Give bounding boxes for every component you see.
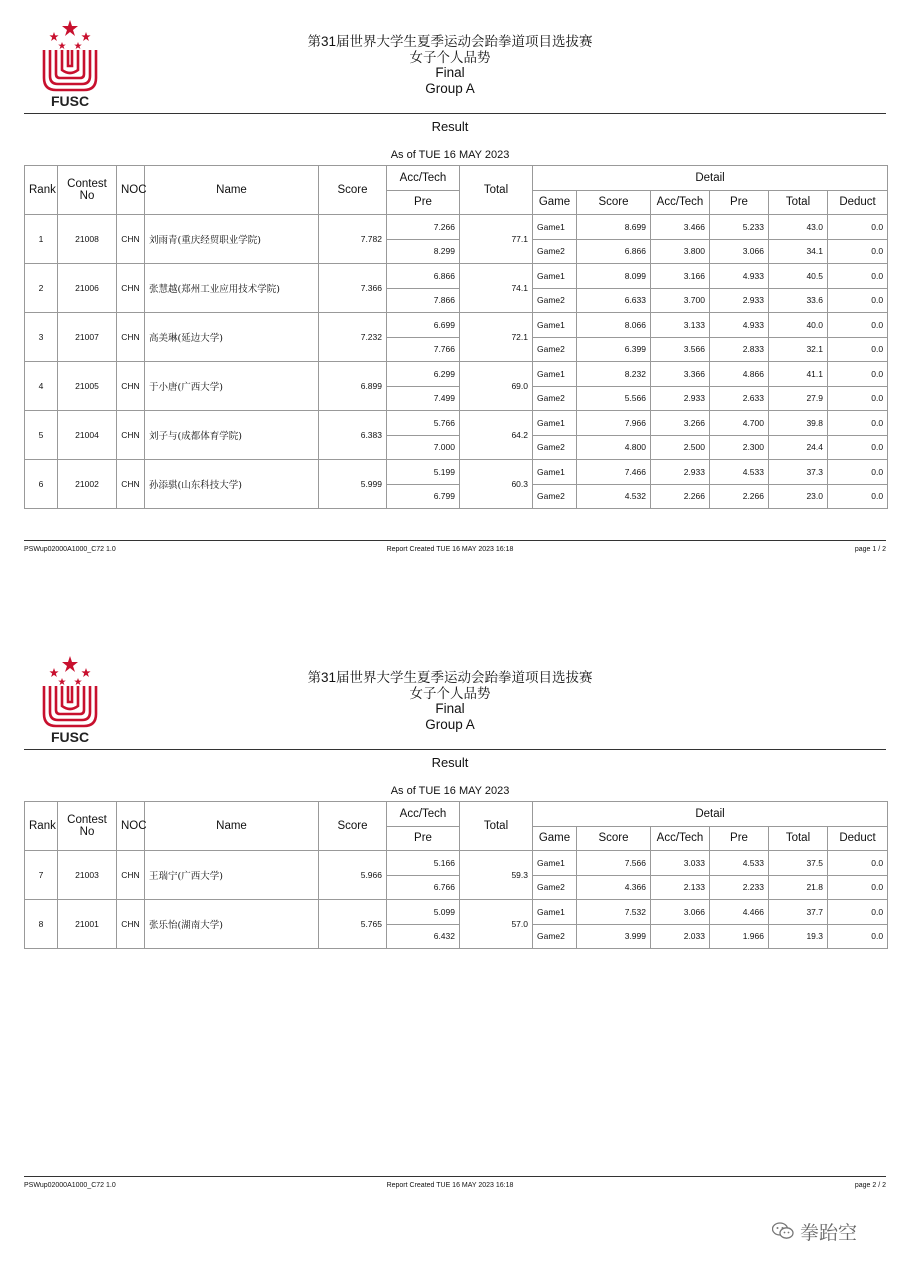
contest-no-cell: 21006 — [58, 264, 117, 313]
score-cell: 5.999 — [319, 460, 387, 509]
acc-tech-cell: 6.699 — [387, 313, 460, 338]
game-pre-cell: 3.066 — [710, 239, 769, 264]
rank-cell: 1 — [25, 215, 58, 264]
game-label-cell: Game2 — [533, 924, 577, 949]
acc-tech-cell: 5.099 — [387, 900, 460, 925]
game-pre-cell: 2.933 — [710, 288, 769, 313]
footer-created: Report Created TUE 16 MAY 2023 16:18 — [386, 1182, 514, 1189]
game-deduct-cell: 0.0 — [828, 313, 888, 338]
phase-label: Final — [435, 65, 465, 80]
score-cell: 5.765 — [319, 900, 387, 949]
game-score-cell: 4.532 — [577, 484, 651, 509]
athlete-name-cell: 张慧越(郑州工业应用技术学院) — [145, 264, 319, 313]
game-label-cell: Game1 — [533, 411, 577, 436]
col-score: Score — [319, 802, 387, 851]
report-header — [0, 670, 900, 732]
col-detail: Detail — [533, 802, 888, 827]
score-cell: 7.782 — [319, 215, 387, 264]
game-acc-tech-cell: 3.266 — [651, 411, 710, 436]
col-detail-total: Total — [769, 190, 828, 215]
result-heading: Result — [431, 755, 469, 770]
game-label-cell: Game1 — [533, 851, 577, 876]
noc-cell: CHN — [117, 411, 145, 460]
game-score-cell: 4.800 — [577, 435, 651, 460]
col-total: Total — [460, 166, 533, 215]
noc-cell: CHN — [117, 215, 145, 264]
athlete-name-cell: 张乐怡(湖南大学) — [145, 900, 319, 949]
game-acc-tech-cell: 3.800 — [651, 239, 710, 264]
game-pre-cell: 4.933 — [710, 313, 769, 338]
game-acc-tech-cell: 2.266 — [651, 484, 710, 509]
game-pre-cell: 2.266 — [710, 484, 769, 509]
game-acc-tech-cell: 3.166 — [651, 264, 710, 289]
game-pre-cell: 4.466 — [710, 900, 769, 925]
as-of-date: As of TUE 16 MAY 2023 — [390, 785, 510, 797]
score-cell: 7.232 — [319, 313, 387, 362]
game-acc-tech-cell: 3.066 — [651, 900, 710, 925]
acc-tech-cell: 6.866 — [387, 264, 460, 289]
game-acc-tech-cell: 3.366 — [651, 362, 710, 387]
wechat-icon — [772, 1222, 794, 1245]
game-score-cell: 6.866 — [577, 239, 651, 264]
game-total-cell: 39.8 — [769, 411, 828, 436]
game-label-cell: Game2 — [533, 875, 577, 900]
col-noc: NOC — [117, 802, 145, 851]
game-pre-cell: 4.533 — [710, 460, 769, 485]
contest-no-cell: 21001 — [58, 900, 117, 949]
game-pre-cell: 5.233 — [710, 215, 769, 240]
game-label-cell: Game2 — [533, 435, 577, 460]
report-page-2 — [0, 636, 900, 1272]
col-rank: Rank — [25, 802, 58, 851]
col-rank: Rank — [25, 166, 58, 215]
col-detail-pre: Pre — [710, 190, 769, 215]
game-acc-tech-cell: 3.700 — [651, 288, 710, 313]
rank-cell: 2 — [25, 264, 58, 313]
athlete-name-cell: 刘雨青(重庆经贸职业学院) — [145, 215, 319, 264]
acc-tech-cell: 6.299 — [387, 362, 460, 387]
col-contest-no: Contest No — [58, 802, 117, 851]
game-deduct-cell: 0.0 — [828, 239, 888, 264]
athlete-row-game1 — [25, 460, 888, 485]
acc-tech-cell: 5.166 — [387, 851, 460, 876]
game-acc-tech-cell: 2.033 — [651, 924, 710, 949]
game-deduct-cell: 0.0 — [828, 386, 888, 411]
score-cell: 5.966 — [319, 851, 387, 900]
col-detail-game: Game — [533, 190, 577, 215]
athlete-name-cell: 于小唐(广西大学) — [145, 362, 319, 411]
game-total-cell: 40.5 — [769, 264, 828, 289]
footer-created: Report Created TUE 16 MAY 2023 16:18 — [386, 546, 514, 553]
game-acc-tech-cell: 3.566 — [651, 337, 710, 362]
athlete-row-game1 — [25, 900, 888, 925]
game-pre-cell: 2.233 — [710, 875, 769, 900]
pre-cell: 7.766 — [387, 337, 460, 362]
game-label-cell: Game2 — [533, 239, 577, 264]
game-total-cell: 43.0 — [769, 215, 828, 240]
game-total-cell: 37.7 — [769, 900, 828, 925]
game-deduct-cell: 0.0 — [828, 924, 888, 949]
report-header — [0, 34, 900, 96]
game-label-cell: Game2 — [533, 288, 577, 313]
rank-cell: 4 — [25, 362, 58, 411]
contest-no-cell: 21005 — [58, 362, 117, 411]
game-deduct-cell: 0.0 — [828, 264, 888, 289]
game-label-cell: Game1 — [533, 215, 577, 240]
col-score: Score — [319, 166, 387, 215]
game-pre-cell: 1.966 — [710, 924, 769, 949]
acc-tech-cell: 7.266 — [387, 215, 460, 240]
game-acc-tech-cell: 3.466 — [651, 215, 710, 240]
results-table — [24, 165, 888, 509]
athlete-row-game1 — [25, 851, 888, 876]
event-title: 第31届世界大学生夏季运动会跆拳道项目选拔赛 — [307, 34, 593, 49]
footer-report-code: PSWup02000A1000_C72 1.0 — [24, 1182, 116, 1189]
game-total-cell: 27.9 — [769, 386, 828, 411]
game-deduct-cell: 0.0 — [828, 460, 888, 485]
rank-cell: 5 — [25, 411, 58, 460]
game-deduct-cell: 0.0 — [828, 215, 888, 240]
total-cell: 64.2 — [460, 411, 533, 460]
game-deduct-cell: 0.0 — [828, 851, 888, 876]
watermark-text: 拳跆空 — [800, 1222, 858, 1244]
athlete-row-game1 — [25, 264, 888, 289]
phase-label: Final — [435, 701, 465, 716]
contest-no-cell: 21002 — [58, 460, 117, 509]
noc-cell: CHN — [117, 313, 145, 362]
footer-divider — [24, 540, 886, 541]
athlete-name-cell: 孙添骐(山东科技大学) — [145, 460, 319, 509]
total-cell: 72.1 — [460, 313, 533, 362]
noc-cell: CHN — [117, 460, 145, 509]
noc-cell: CHN — [117, 851, 145, 900]
game-deduct-cell: 0.0 — [828, 411, 888, 436]
game-score-cell: 7.566 — [577, 851, 651, 876]
contest-no-cell: 21007 — [58, 313, 117, 362]
game-acc-tech-cell: 2.500 — [651, 435, 710, 460]
game-score-cell: 4.366 — [577, 875, 651, 900]
noc-cell: CHN — [117, 264, 145, 313]
game-pre-cell: 4.866 — [710, 362, 769, 387]
pre-cell: 6.432 — [387, 924, 460, 949]
col-detail-score: Score — [577, 826, 651, 851]
game-deduct-cell: 0.0 — [828, 288, 888, 313]
game-pre-cell: 2.633 — [710, 386, 769, 411]
game-pre-cell: 2.833 — [710, 337, 769, 362]
athlete-name-cell: 王瑞宁(广西大学) — [145, 851, 319, 900]
col-detail-deduct: Deduct — [828, 190, 888, 215]
game-score-cell: 7.466 — [577, 460, 651, 485]
footer-report-code: PSWup02000A1000_C72 1.0 — [24, 546, 116, 553]
game-pre-cell: 2.300 — [710, 435, 769, 460]
rank-cell: 7 — [25, 851, 58, 900]
game-label-cell: Game1 — [533, 362, 577, 387]
game-deduct-cell: 0.0 — [828, 362, 888, 387]
col-pre: Pre — [387, 826, 460, 851]
game-pre-cell: 4.533 — [710, 851, 769, 876]
rank-cell: 8 — [25, 900, 58, 949]
total-cell: 57.0 — [460, 900, 533, 949]
watermark — [772, 1218, 857, 1245]
col-acc-tech: Acc/Tech — [387, 166, 460, 191]
col-detail-deduct: Deduct — [828, 826, 888, 851]
score-cell: 7.366 — [319, 264, 387, 313]
game-label-cell: Game2 — [533, 484, 577, 509]
game-acc-tech-cell: 2.933 — [651, 386, 710, 411]
game-deduct-cell: 0.0 — [828, 337, 888, 362]
total-cell: 59.3 — [460, 851, 533, 900]
game-total-cell: 19.3 — [769, 924, 828, 949]
results-table — [24, 801, 888, 949]
col-acc-tech: Acc/Tech — [387, 802, 460, 827]
game-total-cell: 32.1 — [769, 337, 828, 362]
athlete-row-game1 — [25, 362, 888, 387]
game-deduct-cell: 0.0 — [828, 484, 888, 509]
game-acc-tech-cell: 2.133 — [651, 875, 710, 900]
game-deduct-cell: 0.0 — [828, 435, 888, 460]
game-total-cell: 23.0 — [769, 484, 828, 509]
acc-tech-cell: 5.199 — [387, 460, 460, 485]
col-detail-pre: Pre — [710, 826, 769, 851]
total-cell: 74.1 — [460, 264, 533, 313]
game-total-cell: 21.8 — [769, 875, 828, 900]
col-detail-acc-tech: Acc/Tech — [651, 826, 710, 851]
footer-page-number: page 1 / 2 — [854, 546, 886, 553]
athlete-row-game1 — [25, 411, 888, 436]
svg-text:FUSC: FUSC — [50, 729, 90, 745]
game-total-cell: 37.5 — [769, 851, 828, 876]
rank-cell: 6 — [25, 460, 58, 509]
col-noc: NOC — [117, 166, 145, 215]
game-total-cell: 33.6 — [769, 288, 828, 313]
game-score-cell: 6.399 — [577, 337, 651, 362]
game-deduct-cell: 0.0 — [828, 875, 888, 900]
game-score-cell: 8.699 — [577, 215, 651, 240]
result-heading: Result — [431, 119, 469, 134]
game-pre-cell: 4.933 — [710, 264, 769, 289]
game-label-cell: Game1 — [533, 313, 577, 338]
athlete-name-cell: 刘子与(成都体育学院) — [145, 411, 319, 460]
game-total-cell: 24.4 — [769, 435, 828, 460]
as-of-date: As of TUE 16 MAY 2023 — [390, 149, 510, 161]
event-subtitle: 女子个人品势 — [409, 685, 491, 701]
total-cell: 77.1 — [460, 215, 533, 264]
contest-no-cell: 21004 — [58, 411, 117, 460]
total-cell: 69.0 — [460, 362, 533, 411]
game-score-cell: 7.532 — [577, 900, 651, 925]
athlete-row-game1 — [25, 313, 888, 338]
col-total: Total — [460, 802, 533, 851]
col-name: Name — [145, 166, 319, 215]
col-detail-acc-tech: Acc/Tech — [651, 190, 710, 215]
game-score-cell: 8.232 — [577, 362, 651, 387]
game-label-cell: Game1 — [533, 460, 577, 485]
score-cell: 6.899 — [319, 362, 387, 411]
pre-cell: 7.499 — [387, 386, 460, 411]
group-label: Group A — [425, 80, 475, 96]
footer-page-number: page 2 / 2 — [854, 1182, 886, 1189]
col-detail-score: Score — [577, 190, 651, 215]
col-pre: Pre — [387, 190, 460, 215]
game-score-cell: 6.633 — [577, 288, 651, 313]
noc-cell: CHN — [117, 900, 145, 949]
game-score-cell: 5.566 — [577, 386, 651, 411]
game-label-cell: Game2 — [533, 337, 577, 362]
acc-tech-cell: 5.766 — [387, 411, 460, 436]
game-score-cell: 8.066 — [577, 313, 651, 338]
game-total-cell: 40.0 — [769, 313, 828, 338]
col-contest-no: Contest No — [58, 166, 117, 215]
pre-cell: 7.000 — [387, 435, 460, 460]
col-detail-total: Total — [769, 826, 828, 851]
svg-text:FUSC: FUSC — [50, 93, 90, 109]
rank-cell: 3 — [25, 313, 58, 362]
game-acc-tech-cell: 3.133 — [651, 313, 710, 338]
score-cell: 6.383 — [319, 411, 387, 460]
game-acc-tech-cell: 2.933 — [651, 460, 710, 485]
col-detail-game: Game — [533, 826, 577, 851]
pre-cell: 8.299 — [387, 239, 460, 264]
col-detail: Detail — [533, 166, 888, 191]
pre-cell: 7.866 — [387, 288, 460, 313]
header-divider — [24, 113, 886, 114]
game-pre-cell: 4.700 — [710, 411, 769, 436]
pre-cell: 6.799 — [387, 484, 460, 509]
game-deduct-cell: 0.0 — [828, 900, 888, 925]
total-cell: 60.3 — [460, 460, 533, 509]
contest-no-cell: 21008 — [58, 215, 117, 264]
group-label: Group A — [425, 716, 475, 732]
game-score-cell: 8.099 — [577, 264, 651, 289]
noc-cell: CHN — [117, 362, 145, 411]
contest-no-cell: 21003 — [58, 851, 117, 900]
athlete-name-cell: 高美琳(延边大学) — [145, 313, 319, 362]
athlete-row-game1 — [25, 215, 888, 240]
game-score-cell: 7.966 — [577, 411, 651, 436]
game-acc-tech-cell: 3.033 — [651, 851, 710, 876]
game-total-cell: 41.1 — [769, 362, 828, 387]
pre-cell: 6.766 — [387, 875, 460, 900]
game-total-cell: 37.3 — [769, 460, 828, 485]
game-label-cell: Game2 — [533, 386, 577, 411]
event-title: 第31届世界大学生夏季运动会跆拳道项目选拔赛 — [307, 670, 593, 685]
col-name: Name — [145, 802, 319, 851]
footer-divider — [24, 1176, 886, 1177]
header-divider — [24, 749, 886, 750]
event-subtitle: 女子个人品势 — [409, 49, 491, 65]
game-label-cell: Game1 — [533, 900, 577, 925]
game-total-cell: 34.1 — [769, 239, 828, 264]
game-score-cell: 3.999 — [577, 924, 651, 949]
game-label-cell: Game1 — [533, 264, 577, 289]
